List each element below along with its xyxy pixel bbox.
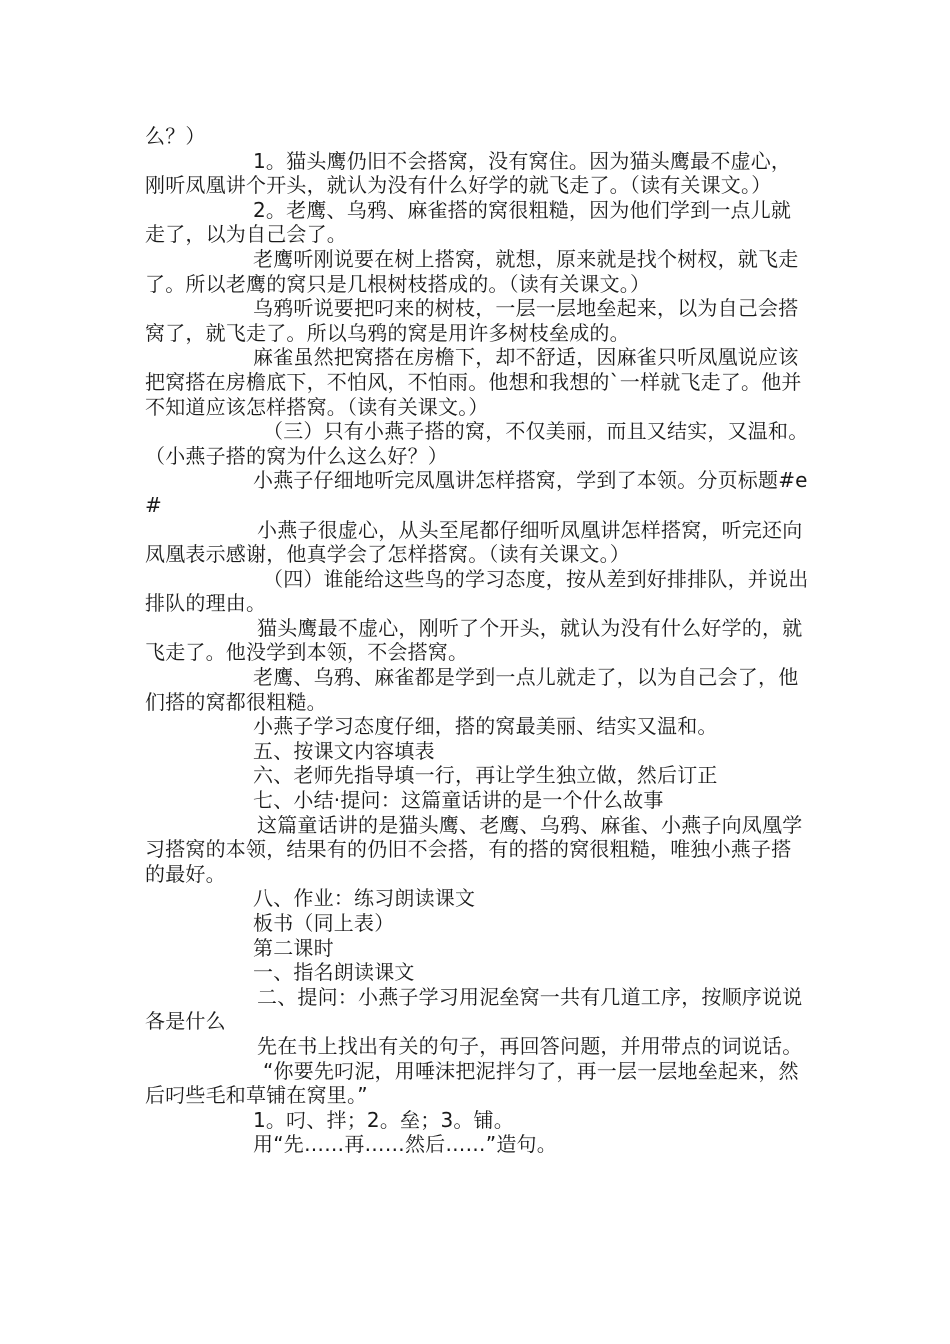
paragraph: 六、老师先指导填一行，再让学生独立做，然后订正 [253,763,718,788]
paragraph: 老鹰听刚说要在树上搭窝，就想，原来就是找个树杈，就飞走了。所以老鹰的窝只是几根树枝搭成的。（读有关课文。） [145,246,799,296]
paragraph: 2。老鹰、乌鸦、麻雀搭的窝很粗糙，因为他们学到一点儿就走了，以为自己会了。 [145,197,792,247]
paragraph: 小燕子仔细地听完凤凰讲怎样搭窝，学到了本领。分页标题#e# [145,468,808,517]
paragraph: “你要先叼泥，用唾沫把泥拌匀了，再一层一层地垒起来，然后叼些毛和草铺在窝里。” [145,1058,799,1108]
paragraph: 五、按课文内容填表 [253,738,435,763]
paragraph: 么？） [145,124,206,148]
paragraph: 猫头鹰最不虚心，刚听了个开头，就认为没有什么好学的，就飞走了。他没学到本领，不会搭窝。 [145,615,803,665]
paragraph: 用“先……再……然后……”造句。 [253,1132,557,1157]
document-body [145,124,810,1157]
paragraph: 第二课时 [253,935,334,960]
paragraph: 乌鸦听说要把叼来的树枝，一层一层地垒起来，以为自己会搭窝了，就飞走了。所以乌鸦的窝是用许多树枝垒成的。 [145,296,799,345]
paragraph: （四）谁能给这些鸟的学习态度，按从差到好排排队，并说出排队的理由。 [145,566,809,616]
paragraph: 八、作业：练习朗读课文 [253,886,476,911]
paragraph: 小燕子很虚心，从头至尾都仔细听凤凰讲怎样搭窝，听完还向凤凰表示感谢，他真学会了怎样搭窝。（读有关课文。） [145,517,803,567]
paragraph: 二、提问：小燕子学习用泥垒窝一共有几道工序，按顺序说说各是什么 [145,984,803,1034]
paragraph: 先在书上找出有关的句子，再回答问题，并用带点的词说话。 [257,1033,803,1058]
paragraph: 小燕子学习态度仔细，搭的窝最美丽、结实又温和。 [253,714,718,739]
paragraph: 这篇童话讲的是猫头鹰、老鹰、乌鸦、麻雀、小燕子向凤凰学习搭窝的本领，结果有的仍旧不会搭，有的搭的窝很粗糙，唯独小燕子搭的最好。 [145,812,803,886]
paragraph: 1。猫头鹰仍旧不会搭窝，没有窝住。因为猫头鹰最不虚心，刚听凤凰讲个开头，就认为没有什么好学的就飞走了。（读有关课文。） [145,148,792,198]
paragraph: 1。叼、拌；2。垒；3。铺。 [253,1107,514,1132]
paragraph: 七、小结·提问：这篇童话讲的是一个什么故事 [253,788,664,813]
paragraph: 麻雀虽然把窝搭在房檐下，却不舒适，因麻雀只听凤凰说应该把窝搭在房檐底下，不怕风，不怕雨。他想和我想的`一样就飞走了。他并不知道应该怎样搭窝。（读有关课文。） [145,345,802,419]
paragraph: 一、指名朗读课文 [253,960,415,985]
paragraph: （三）只有小燕子搭的窝，不仅美丽，而且又结实，又温和。（小燕子搭的窝为什么这么好？） [145,419,809,468]
paragraph: 老鹰、乌鸦、麻雀都是学到一点儿就走了，以为自己会了，他们搭的窝都很粗糙。 [145,665,799,714]
paragraph: 板书（同上表） [253,911,395,935]
